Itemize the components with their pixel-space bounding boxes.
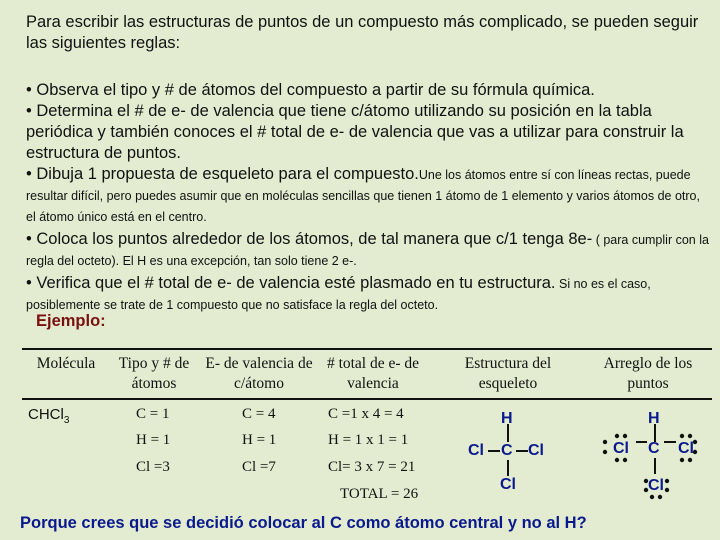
type-cl: Cl =3	[136, 459, 170, 475]
question-text: Porque crees que se decidió colocar al C como átomo central y no al H?	[20, 514, 587, 532]
skeleton-h: H	[501, 410, 513, 427]
rule-4: • Coloca los puntos alrededor de los átomos, de tal manera que c/1 tenga 8e- ( para cumplir con la regla del octeto). El H es una excepción, tan solo tiene 2 e-.	[26, 230, 709, 268]
dots-c: C	[648, 440, 660, 457]
skeleton-cl-left: Cl	[468, 442, 484, 459]
skeleton-cl-right: Cl	[528, 442, 544, 459]
dots-cl-left: Cl	[613, 440, 629, 457]
valence-cl: Cl =7	[242, 459, 276, 475]
example-label: Ejemplo:	[36, 312, 106, 330]
header-total: # total de e- de valencia	[326, 355, 420, 392]
rule-3: • Dibuja 1 propuesta de esqueleto para el compuesto.Une los átomos entre sí con líneas rectas, puede resultar difícil, pero puedes asumir que en moléculas sencillas que tienen 1 átomo de 1 elemento y varios átomos de otro, el átomo único está en el centro.	[26, 165, 700, 224]
type-c: C = 1	[136, 406, 170, 422]
skeleton-c: C	[501, 442, 513, 459]
skeleton-cl-bottom: Cl	[500, 476, 516, 493]
valence-h: H = 1	[242, 432, 277, 448]
molecule-formula: CHCl$_3$	[28, 406, 70, 426]
dots-h: H	[648, 410, 660, 427]
header-valence: E- de valencia de c/átomo	[205, 355, 313, 392]
header-skeleton: Estructura del esqueleto	[464, 355, 552, 392]
header-molecule: Molécula	[36, 355, 96, 372]
header-atoms: Tipo y # de átomos	[118, 355, 190, 392]
total-c: C =1 x 4 = 4	[328, 406, 404, 422]
dots-cl-right: Cl	[678, 440, 694, 457]
valence-c: C = 4	[242, 406, 276, 422]
total-h: H = 1 x 1 = 1	[328, 432, 409, 448]
intro-text: Para escribir las estructuras de puntos de un compuesto más complicado, se pueden seguir las siguientes reglas:	[26, 13, 699, 52]
rule-2: • Determina el # de e- de valencia que tiene c/átomo utilizando su posición en la tabla periódica y también conoces el # total de e- de valencia que vas a utilizar para construir la estructura de puntos.	[26, 102, 684, 162]
type-h: H = 1	[136, 432, 171, 448]
total-cl: Cl= 3 x 7 = 21	[328, 459, 416, 475]
header-dots: Arreglo de los puntos	[603, 355, 693, 392]
dots-cl-bottom: Cl	[648, 477, 664, 494]
total-sum: TOTAL = 26	[340, 486, 419, 502]
rule-5: • Verifica que el # total de e- de valencia esté plasmado en tu estructura. Si no es el caso, posiblemente se trate de 1 compuesto que no satisface la regla del octeto.	[26, 274, 651, 312]
rule-1: • Observa el tipo y # de átomos del compuesto a partir de su fórmula química.	[26, 81, 595, 99]
